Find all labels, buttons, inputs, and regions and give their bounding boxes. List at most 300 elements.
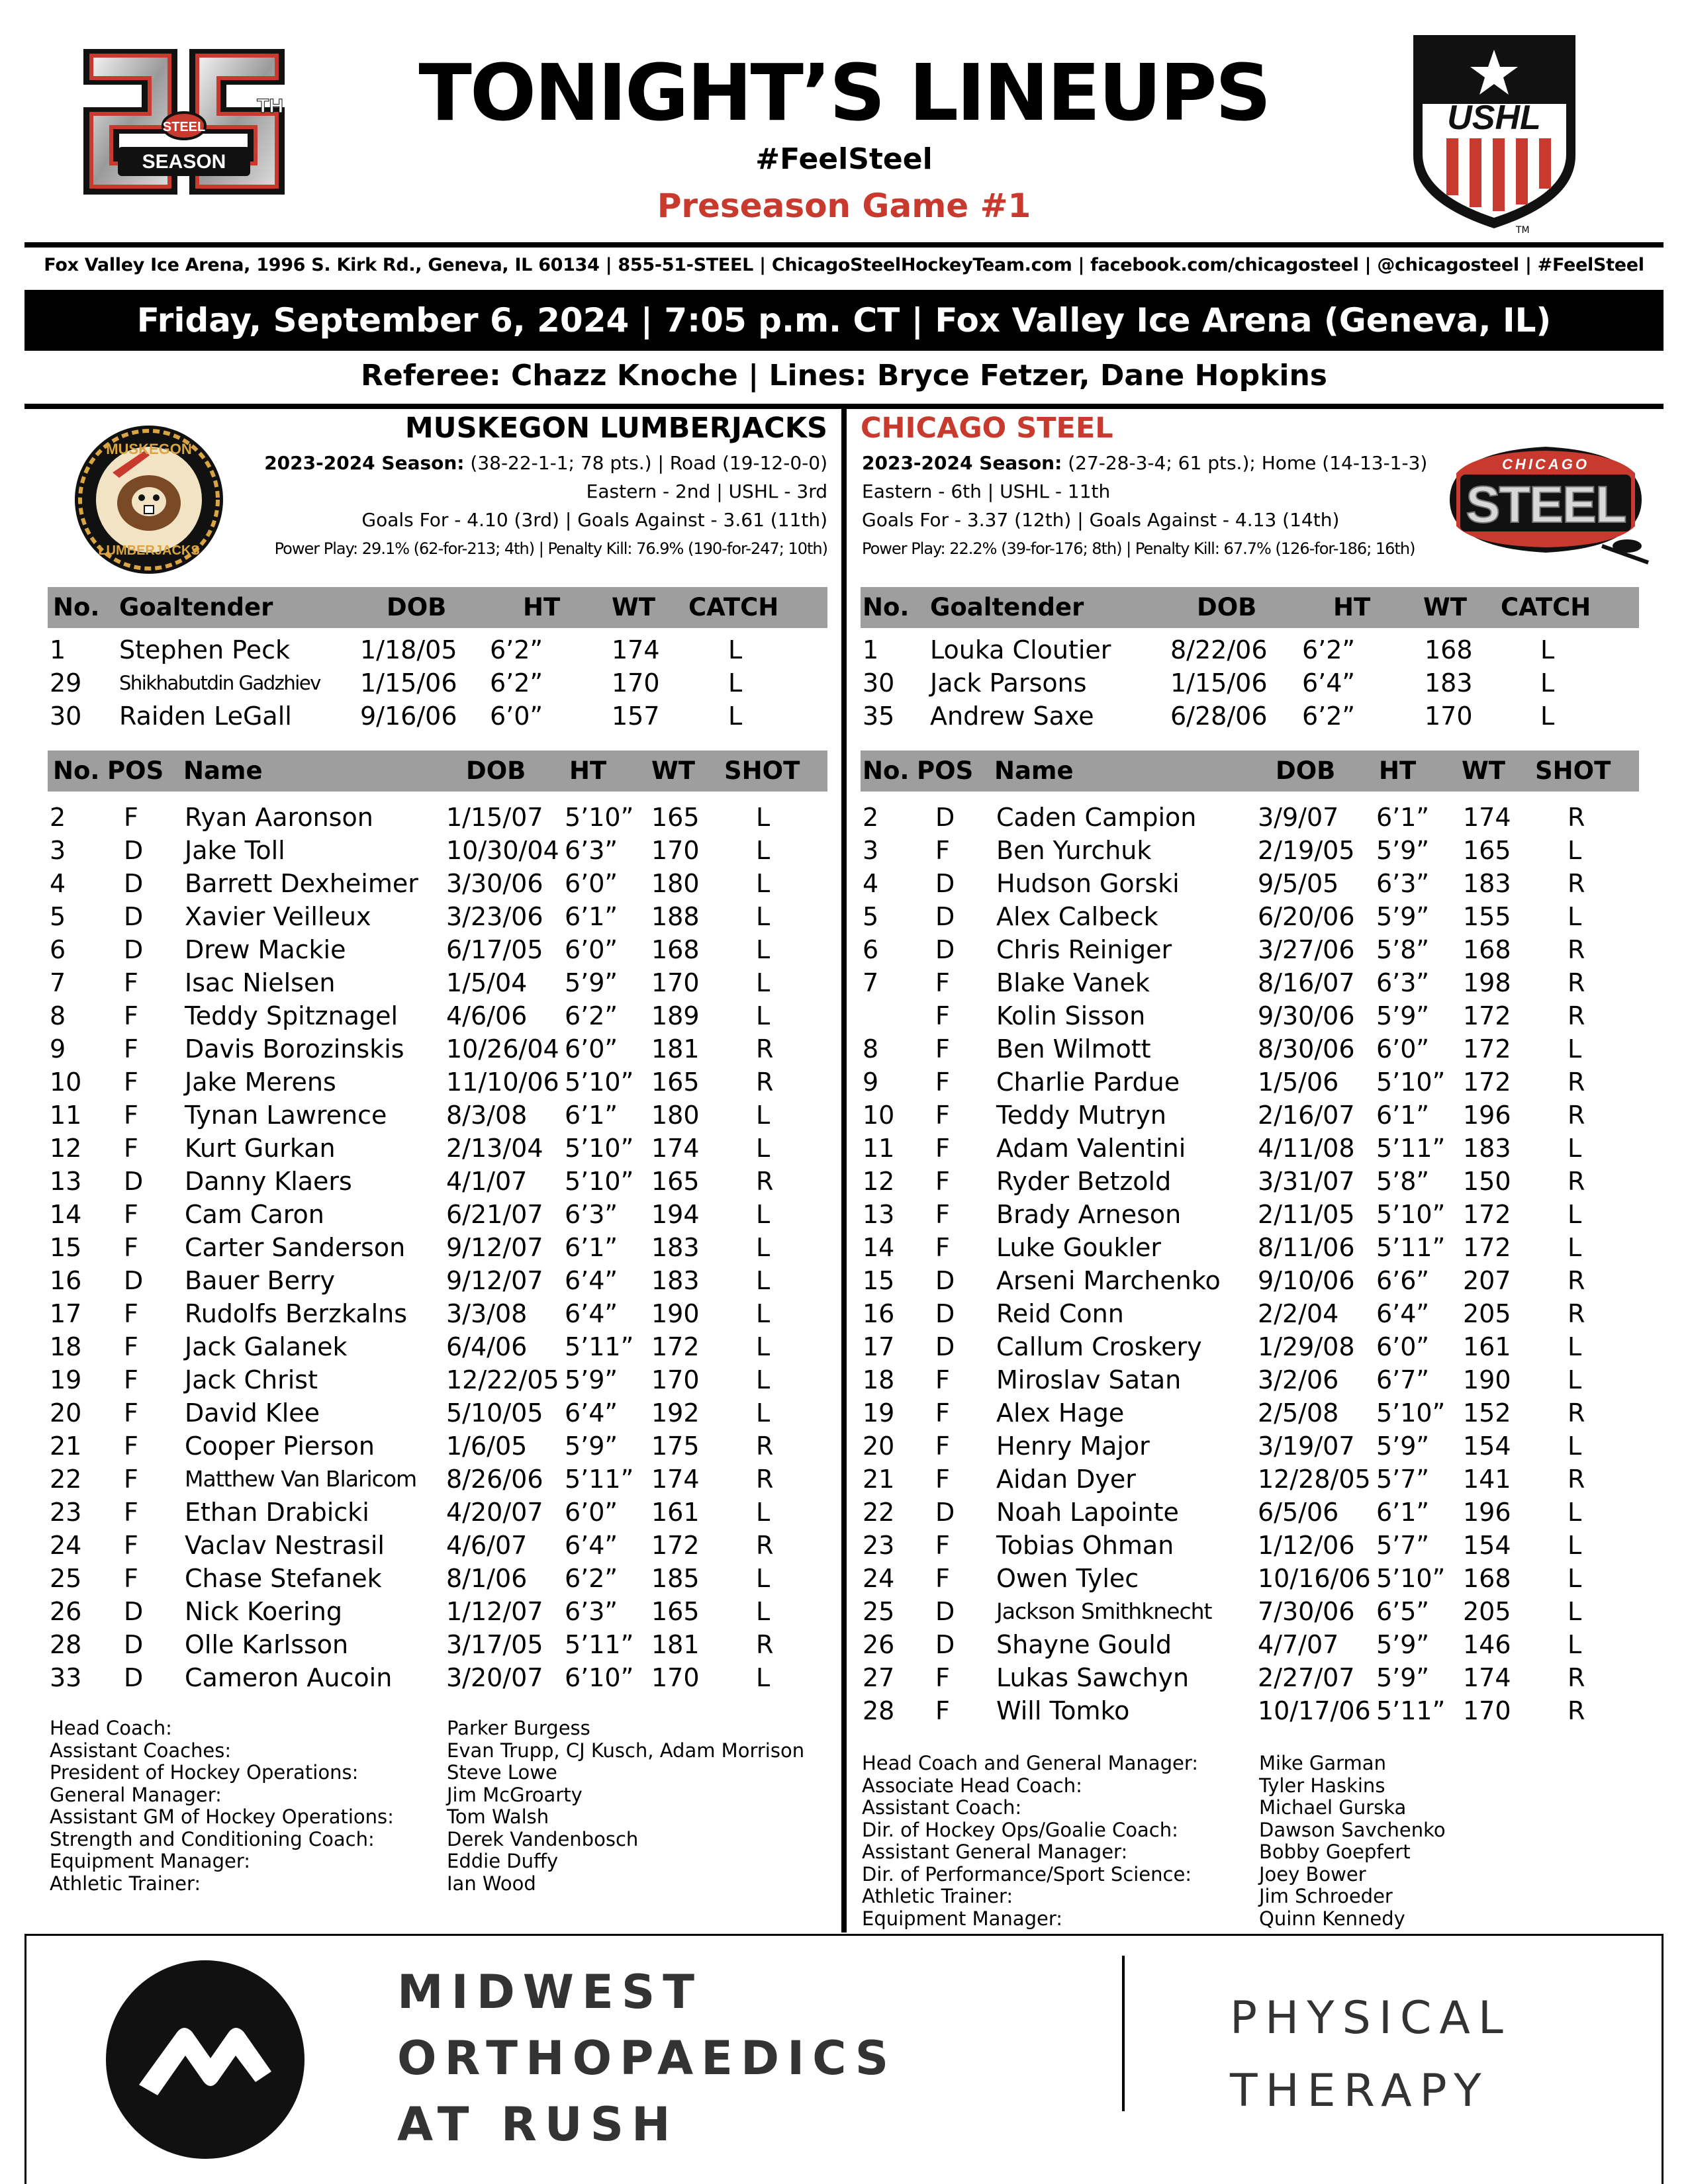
skater-name: Tynan Lawrence [185,1101,387,1130]
col-wt: WT [651,756,696,785]
skater-wt: 174 [651,1134,700,1163]
skater-dob: 2/19/05 [1258,836,1355,865]
skater-no: 33 [50,1663,82,1692]
skater-dob: 1/6/05 [446,1432,528,1461]
table-row [48,867,827,900]
goalie-ht: 6’2” [490,668,543,698]
skater-no: 24 [863,1564,895,1593]
skater-ht: 5’9” [1376,1630,1430,1659]
goalie-ht: 6’2” [1302,635,1356,664]
skater-ht: 6’2” [565,1564,618,1593]
header-rule [24,242,1664,248]
skater-wt: 174 [651,1465,700,1494]
skater-ht: 6’3” [1376,968,1430,997]
skater-pos: D [124,1663,144,1692]
skater-dob: 1/29/08 [1258,1332,1355,1361]
skater-no: 5 [50,902,66,931]
skater-dob: 8/16/07 [1258,968,1355,997]
table-row [861,1463,1640,1496]
skater-no: 8 [863,1034,879,1064]
skater-ht: 5’9” [565,968,618,997]
column-divider [841,409,847,1933]
skater-dob: 4/1/07 [446,1167,528,1196]
table-row [861,1496,1640,1529]
skater-pos: F [935,1663,950,1692]
table-row [861,1165,1640,1198]
skater-dob: 3/27/06 [1258,935,1355,964]
skater-dob: 8/3/08 [446,1101,528,1130]
skater-name: Callum Croskery [996,1332,1202,1361]
col-no: No. [53,756,100,785]
skater-no: 17 [863,1332,895,1361]
skater-wt: 155 [1463,902,1511,931]
skater-pos: D [124,1630,144,1659]
skater-no: 19 [50,1365,82,1394]
skater-no: 4 [50,869,66,898]
goalie-catch: L [1540,668,1555,698]
table-row [861,801,1640,834]
staff-name: Eddie Duffy [447,1850,559,1872]
skater-wt: 172 [1463,1233,1511,1262]
skater-pos: F [124,1498,138,1527]
skater-dob: 3/3/08 [446,1299,528,1328]
skater-no: 3 [50,836,66,865]
skater-pos: F [124,1134,138,1163]
skater-pos: F [935,1531,950,1560]
skater-wt: 170 [651,836,700,865]
staff-role: Head Coach and General Manager: [862,1752,1199,1774]
skater-pos: D [935,902,955,931]
skater-dob: 2/5/08 [1258,1398,1339,1428]
skater-ht: 6’3” [565,1200,618,1229]
skater-pos: D [124,1266,144,1295]
skater-pos: F [935,836,950,865]
skater-pos: F [935,1200,950,1229]
skater-dob: 2/13/04 [446,1134,543,1163]
skater-pos: D [935,1266,955,1295]
skater-dob: 11/10/06 [446,1068,559,1097]
away-special-teams: Power Play: 29.1% (62-for-213; 4th) | Penalty Kill: 76.9% (190-for-247; 10th) [274,539,827,558]
skater-shot: L [1568,1531,1582,1560]
skater-name: Drew Mackie [185,935,346,964]
skater-pos: D [935,869,955,898]
skater-name: Carter Sanderson [185,1233,406,1262]
skater-shot: L [756,902,771,931]
table-row [48,1165,827,1198]
skater-shot: L [1568,1034,1582,1064]
goalie-no: 30 [50,702,82,731]
staff-name: Tom Walsh [447,1805,549,1828]
skater-dob: 6/5/06 [1258,1498,1339,1527]
skater-wt: 183 [651,1233,700,1262]
skater-shot: R [756,1531,774,1560]
skater-pos: D [124,1597,144,1626]
col-wt: WT [1462,756,1506,785]
away-season-record [199,450,827,477]
skater-ht: 6’2” [565,1001,618,1030]
table-row [861,867,1640,900]
goalie-ht: 6’2” [1302,702,1356,731]
table-row [48,801,827,834]
skater-name: Charlie Pardue [996,1068,1180,1097]
staff-name: Tyler Haskins [1259,1774,1385,1797]
skater-dob: 3/17/05 [446,1630,543,1659]
skater-no: 27 [863,1663,895,1692]
skater-pos: F [124,1001,138,1030]
staff-role: President of Hockey Operations: [50,1761,359,1784]
skater-wt: 175 [651,1432,700,1461]
staff-role: Dir. of Performance/Sport Science: [862,1862,1192,1886]
skater-shot: L [1568,1597,1582,1626]
skater-ht: 6’7” [1376,1365,1430,1394]
goalie-dob: 9/16/06 [360,702,457,731]
skater-dob: 3/20/07 [446,1663,543,1692]
skater-dob: 6/4/06 [446,1332,528,1361]
skater-dob: 3/9/07 [1258,803,1339,832]
staff-role: Strength and Conditioning Coach: [50,1827,375,1850]
skater-ht: 6’1” [1376,1498,1430,1527]
sponsor-name-line3: AT RUSH [397,2097,679,2152]
table-row [861,1628,1640,1661]
skater-pos: D [124,1167,144,1196]
skater-no: 23 [863,1531,895,1560]
skater-shot: R [1568,968,1585,997]
skater-shot: L [1568,902,1582,931]
steel-logo-main: STEEL [1466,475,1626,533]
skater-name: Ben Yurchuk [996,836,1152,865]
skater-no: 18 [863,1365,895,1394]
anniversary-label: SEASON [142,151,226,173]
skater-dob: 9/10/06 [1258,1266,1355,1295]
home-standing: Eastern - 6th | USHL - 11th [862,480,1111,502]
table-row [861,1529,1640,1562]
skater-ht: 5’9” [1376,1001,1430,1030]
col-no: No. [863,756,910,785]
skater-no: 28 [50,1630,82,1659]
skater-wt: 141 [1463,1465,1511,1494]
skater-pos: F [935,1167,950,1196]
skater-shot: L [756,803,771,832]
skater-name: Teddy Spitznagel [185,1001,399,1030]
skater-dob: 5/10/05 [446,1398,543,1428]
skater-name: Xavier Veilleux [185,902,371,931]
skater-ht: 5’10” [565,1134,634,1163]
away-skater-header [48,751,827,792]
home-season-record [862,450,1427,477]
skater-shot: R [756,1630,774,1659]
goalie-catch: L [728,668,743,698]
skater-wt: 196 [1463,1101,1511,1130]
skater-pos: F [124,1233,138,1262]
skater-no: 3 [863,836,879,865]
skater-shot: R [1568,1398,1585,1428]
home-special-teams: Power Play: 22.2% (39-for-176; 8th) | Penalty Kill: 67.7% (126-for-186; 16th) [862,539,1415,558]
skater-wt: 165 [651,1068,700,1097]
skater-shot: L [756,1200,771,1229]
skater-dob: 10/30/04 [446,836,559,865]
goalie-catch: L [728,702,743,731]
skater-pos: F [124,1200,138,1229]
skater-shot: L [1568,1233,1582,1262]
skater-wt: 168 [1463,1564,1511,1593]
skater-shot: L [756,1233,771,1262]
table-row [48,1628,827,1661]
skater-ht: 5’9” [1376,902,1430,931]
staff-name: Ian Wood [447,1872,536,1895]
skater-dob: 10/17/06 [1258,1696,1371,1725]
skater-dob: 12/22/05 [446,1365,559,1394]
skater-shot: R [1568,1101,1585,1130]
skater-dob: 3/30/06 [446,869,543,898]
skater-pos: F [935,1101,950,1130]
skater-name: Ben Wilmott [996,1034,1151,1064]
table-row [861,1330,1640,1363]
skater-no: 25 [863,1597,895,1626]
table-row [861,1198,1640,1231]
staff-role: Head Coach: [50,1717,172,1739]
table-row [48,933,827,966]
skater-shot: R [756,1167,774,1196]
skater-shot: L [1568,1630,1582,1659]
table-row [48,1463,827,1496]
skater-ht: 6’4” [565,1266,618,1295]
table-row [48,999,827,1032]
skater-ht: 5’9” [565,1365,618,1394]
skater-no: 28 [863,1696,895,1725]
staff-role: Athletic Trainer: [862,1885,1013,1907]
skater-dob: 6/20/06 [1258,902,1355,931]
skater-name: Olle Karlsson [185,1630,349,1659]
table-row [48,1132,827,1165]
skater-pos: F [124,1332,138,1361]
skater-shot: R [1568,1299,1585,1328]
skater-shot: L [1568,1134,1582,1163]
table-row [48,666,827,700]
skater-pos: F [124,1101,138,1130]
skater-pos: F [124,1531,138,1560]
table-row [48,633,827,666]
skater-wt: 172 [1463,1034,1511,1064]
skater-pos: D [935,1597,955,1626]
skater-dob: 2/2/04 [1258,1299,1339,1328]
skater-wt: 152 [1463,1398,1511,1428]
skater-shot: L [756,1134,771,1163]
skater-no: 22 [863,1498,895,1527]
col-dob: DOB [1276,756,1336,785]
skater-shot: L [756,1564,771,1593]
skater-pos: D [935,1630,955,1659]
skater-no: 12 [863,1167,895,1196]
skater-name: Alex Calbeck [996,902,1158,931]
skater-no: 13 [50,1167,82,1196]
skater-wt: 161 [651,1498,700,1527]
skater-wt: 198 [1463,968,1511,997]
skater-name: Chase Stefanek [185,1564,382,1593]
skater-ht: 5’9” [1376,1663,1430,1692]
skater-shot: L [756,935,771,964]
col-dob: DOB [466,756,526,785]
staff-role: General Manager: [50,1783,222,1806]
away-standing: Eastern - 2nd | USHL - 3rd [586,480,827,502]
staff-name: Dawson Savchenko [1259,1818,1446,1841]
skater-shot: L [1568,836,1582,865]
home-season-label: 2023-2024 Season: [862,452,1062,474]
col-ht: HT [523,593,561,621]
skater-name: Tobias Ohman [996,1531,1174,1560]
table-row [48,1231,827,1264]
skater-no: 25 [50,1564,82,1593]
skater-no: 8 [50,1001,66,1030]
skater-wt: 183 [651,1266,700,1295]
steel-logo-top: CHICAGO [1502,456,1589,473]
skater-name: Adam Valentini [996,1134,1186,1163]
anniversary-badge: STEEL [162,120,206,134]
skater-shot: L [1568,1365,1582,1394]
table-row [861,1694,1640,1727]
steel-logo [1436,433,1655,566]
ushl-text: USHL [1447,99,1541,137]
skater-name: Isac Nielsen [185,968,336,997]
skater-wt: 165 [651,1597,700,1626]
staff-name: Bobby Goepfert [1259,1841,1411,1863]
skater-no: 6 [863,935,879,964]
skater-no: 7 [50,968,66,997]
skater-pos: F [124,1465,138,1494]
ushl-logo [1407,30,1582,238]
skater-no: 2 [50,803,66,832]
skater-wt: 170 [651,1663,700,1692]
table-row [861,900,1640,933]
skater-name: Jackson Smithknecht [996,1598,1212,1624]
goalie-name: Shikhabutdin Gadzhiev [119,672,320,694]
col-catch: CATCH [688,593,779,621]
sponsor-divider [1122,1956,1125,2111]
skater-name: Chris Reiniger [996,935,1172,964]
skater-dob: 3/23/06 [446,902,543,931]
col-catch: CATCH [1501,593,1591,621]
table-row [861,1264,1640,1297]
skater-wt: 146 [1463,1630,1511,1659]
skater-shot: L [1568,1564,1582,1593]
skater-ht: 5’10” [1376,1564,1446,1593]
table-row [48,1496,827,1529]
goalie-dob: 6/28/06 [1170,702,1268,731]
skater-no: 23 [50,1498,82,1527]
col-name: Name [994,756,1074,785]
table-row [861,1396,1640,1430]
goalie-wt: 157 [612,702,660,731]
skater-wt: 192 [651,1398,700,1428]
hashtag: #FeelSteel [755,142,933,176]
table-row [861,1297,1640,1330]
skater-dob: 3/2/06 [1258,1365,1339,1394]
skater-name: Cameron Aucoin [185,1663,393,1692]
skater-no: 26 [863,1630,895,1659]
skater-dob: 4/6/07 [446,1531,528,1560]
skater-pos: D [935,1332,955,1361]
skater-no: 10 [863,1101,895,1130]
skater-ht: 5’8” [1376,935,1430,964]
staff-name: Joey Bower [1259,1862,1366,1886]
skater-no: 7 [863,968,879,997]
skater-wt: 205 [1463,1597,1511,1626]
skater-pos: F [935,968,950,997]
skater-dob: 8/26/06 [446,1465,543,1494]
skater-shot: L [756,1597,771,1626]
sponsor-pt-line2: THERAPY [1230,2065,1489,2117]
skater-shot: L [756,1398,771,1428]
skater-name: Reid Conn [996,1299,1124,1328]
skater-pos: D [124,836,144,865]
table-row [48,1529,827,1562]
skater-shot: L [756,1663,771,1692]
skater-wt: 181 [651,1630,700,1659]
staff-name: Jim McGroarty [447,1783,583,1806]
table-row [48,700,827,733]
skater-shot: R [756,1068,774,1097]
skater-name: Brady Arneson [996,1200,1182,1229]
skater-ht: 5’7” [1376,1531,1430,1560]
table-row [861,633,1639,666]
skater-dob: 1/12/06 [1258,1531,1355,1560]
goalie-wt: 168 [1425,635,1473,664]
table-row [861,700,1639,733]
skater-no: 5 [863,902,879,931]
skater-shot: R [1568,1167,1585,1196]
skater-shot: L [1568,1432,1582,1461]
skater-dob: 1/12/07 [446,1597,543,1626]
skater-pos: F [124,1068,138,1097]
skater-pos: D [935,1498,955,1527]
skater-pos: D [935,935,955,964]
skater-pos: F [124,1564,138,1593]
skater-dob: 1/15/07 [446,803,543,832]
skater-wt: 174 [1463,803,1511,832]
goalie-ht: 6’0” [490,702,543,731]
skater-ht: 6’4” [565,1531,618,1560]
skater-name: Shayne Gould [996,1630,1172,1659]
goalie-no: 35 [863,702,895,731]
skater-ht: 5’8” [1376,1167,1430,1196]
skater-wt: 196 [1463,1498,1511,1527]
skater-pos: D [124,935,144,964]
skater-name: Ryder Betzold [996,1167,1172,1196]
skater-name: Bauer Berry [185,1266,336,1295]
skater-shot: L [756,1101,771,1130]
skater-shot: R [1568,1266,1585,1295]
table-row [48,1330,827,1363]
skater-pos: D [935,1299,955,1328]
table-row [861,933,1640,966]
staff-role: Assistant General Manager: [862,1841,1128,1863]
skater-no: 20 [863,1432,895,1461]
skater-wt: 207 [1463,1266,1511,1295]
staff-role: Assistant GM of Hockey Operations: [50,1805,394,1828]
table-row [861,1132,1640,1165]
skater-dob: 4/11/08 [1258,1134,1355,1163]
skater-shot: R [1568,1068,1585,1097]
table-row [861,1430,1640,1463]
skater-ht: 5’10” [1376,1200,1446,1229]
skater-pos: F [935,1696,950,1725]
skater-dob: 3/31/07 [1258,1167,1355,1196]
skater-shot: R [1568,869,1585,898]
skater-dob: 9/5/05 [1258,869,1339,898]
goalie-name: Louka Cloutier [930,635,1111,664]
skater-ht: 5’10” [565,803,634,832]
skater-no: 11 [863,1134,895,1163]
skater-shot: L [756,1266,771,1295]
